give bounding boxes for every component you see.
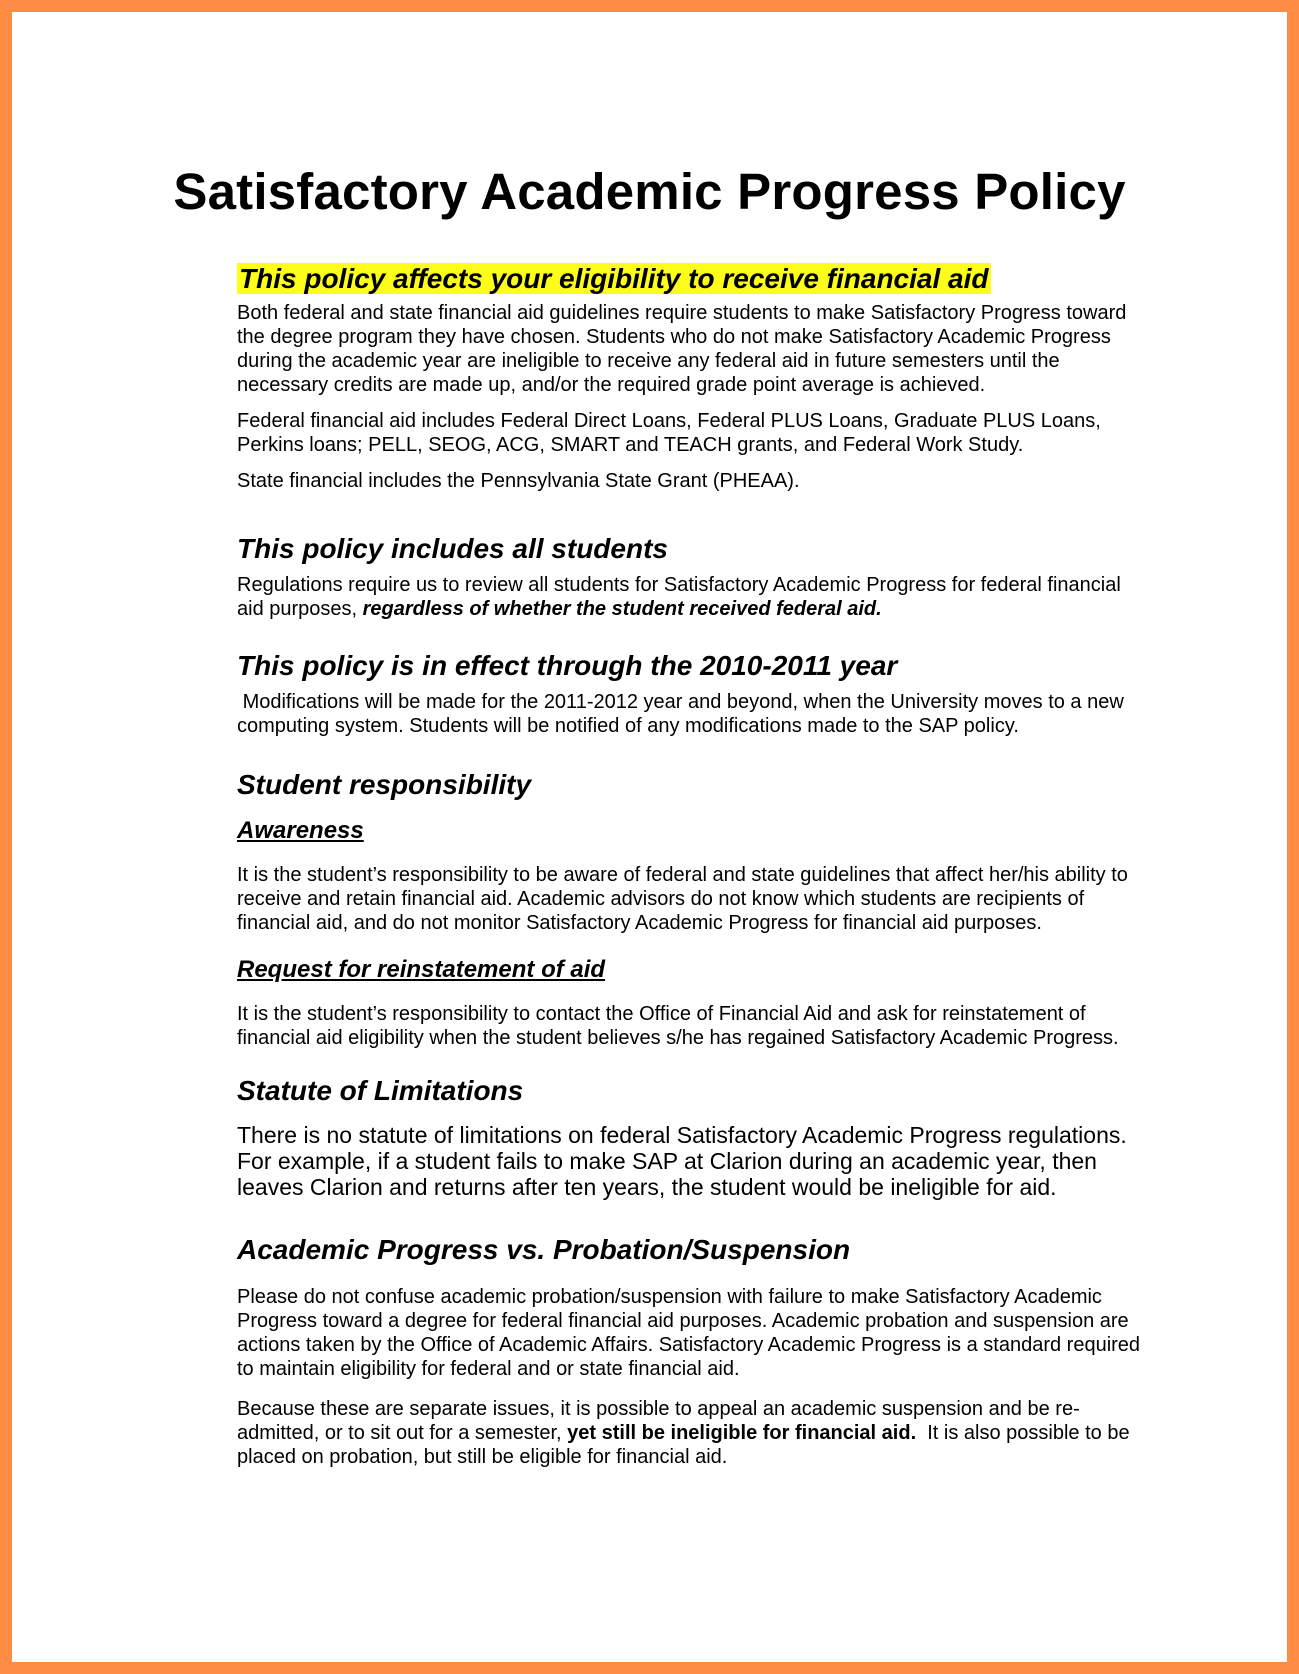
all-students-paragraph [237,573,1142,621]
section-student-responsibility [237,768,1142,1050]
eligibility-paragraph-3: State financial includes the Pennsylvania State Grant (PHEAA). [237,470,800,492]
section-statute [237,1074,1142,1200]
highlighted-heading-text: This policy affects your eligibility to receive financial aid [239,263,989,294]
section-probation [237,1233,1142,1469]
probation-text-end: It is also possible to be placed on probation, but still be eligible for financial aid. [237,1422,1136,1468]
probation-heading: Academic Progress vs. Probation/Suspension [237,1234,851,1265]
probation-emphasis: yet still be ineligible for financial aid. [567,1422,917,1444]
statute-paragraph: There is no statute of limitations on federal Satisfactory Academic Progress regulations. For example, if a student fails to make SAP at Clarion during an academic year, then leaves Clarion and returns after ten years, the student would be ineligible for aid. [237,1122,1127,1200]
probation-paragraph-2 [237,1397,1142,1469]
statute-heading: Statute of Limitations [237,1075,524,1106]
eligibility-paragraph-1: Both federal and state financial aid guidelines require students to make Satisfactory Progress toward the degree program they have chosen. Students who do not make Satisfactory Academic Progress during the academic year are ineligible to receive any federal aid in future semesters until the necessary credits are made up, and/or the required grade point average is achieved. [237,302,1127,396]
policy-content [237,262,1142,1469]
probation-text-start: Because these are separate issues, it is possible to appeal an academic suspension and be re-admitted, or to sit out for a semester, [237,1398,1080,1444]
reinstatement-paragraph: It is the student’s responsibility to contact the Office of Financial Aid and ask for reinstatement of financial aid eligibility when the student believes s/he has regained Satisfactory Academic Progress. [237,1003,1119,1049]
responsibility-heading: Student responsibility [237,769,532,800]
page-title: Satisfactory Academic Progress Policy [173,163,1126,220]
section-in-effect [237,649,1142,738]
awareness-paragraph: It is the student’s responsibility to be aware of federal and state guidelines that affect her/his ability to receive and retain financial aid. Academic advisors do not know which students are recipients of financial aid, and do not monitor Satisfactory Academic Progress for financial aid purposes. [237,864,1128,934]
in-effect-paragraph: Modifications will be made for the 2011-2012 year and beyond, when the University moves to a new computing system. Students will be notified of any modifications made to the SAP policy. [237,691,1130,737]
all-students-heading: This policy includes all students [237,533,668,564]
all-students-emphasis: regardless of whether the student received federal aid. [362,598,882,620]
eligibility-heading [237,262,1142,296]
awareness-heading: Awareness [237,817,364,844]
reinstatement-heading: Request for reinstatement of aid [237,956,606,983]
in-effect-heading: This policy is in effect through the 2010-2011 year [237,650,898,681]
section-eligibility [237,262,1142,493]
probation-paragraph-1: Please do not confuse academic probation/suspension with failure to make Satisfactory Academic Progress toward a degree for federal financial aid purposes. Academic probation and suspension are actions taken by the Office of Academic Affairs. Satisfactory Academic Progress is a standard required to maintain eligibility for federal and or state financial aid. [237,1286,1141,1380]
all-students-text: Regulations require us to review all students for Satisfactory Academic Progress for federal financial aid purposes, [237,574,1121,620]
section-all-students [237,532,1142,621]
eligibility-paragraph-2: Federal financial aid includes Federal Direct Loans, Federal PLUS Loans, Graduate PLUS Loans, Perkins loans; PELL, SEOG, ACG, SMART and TEACH grants, and Federal Work Study. [237,410,1101,456]
